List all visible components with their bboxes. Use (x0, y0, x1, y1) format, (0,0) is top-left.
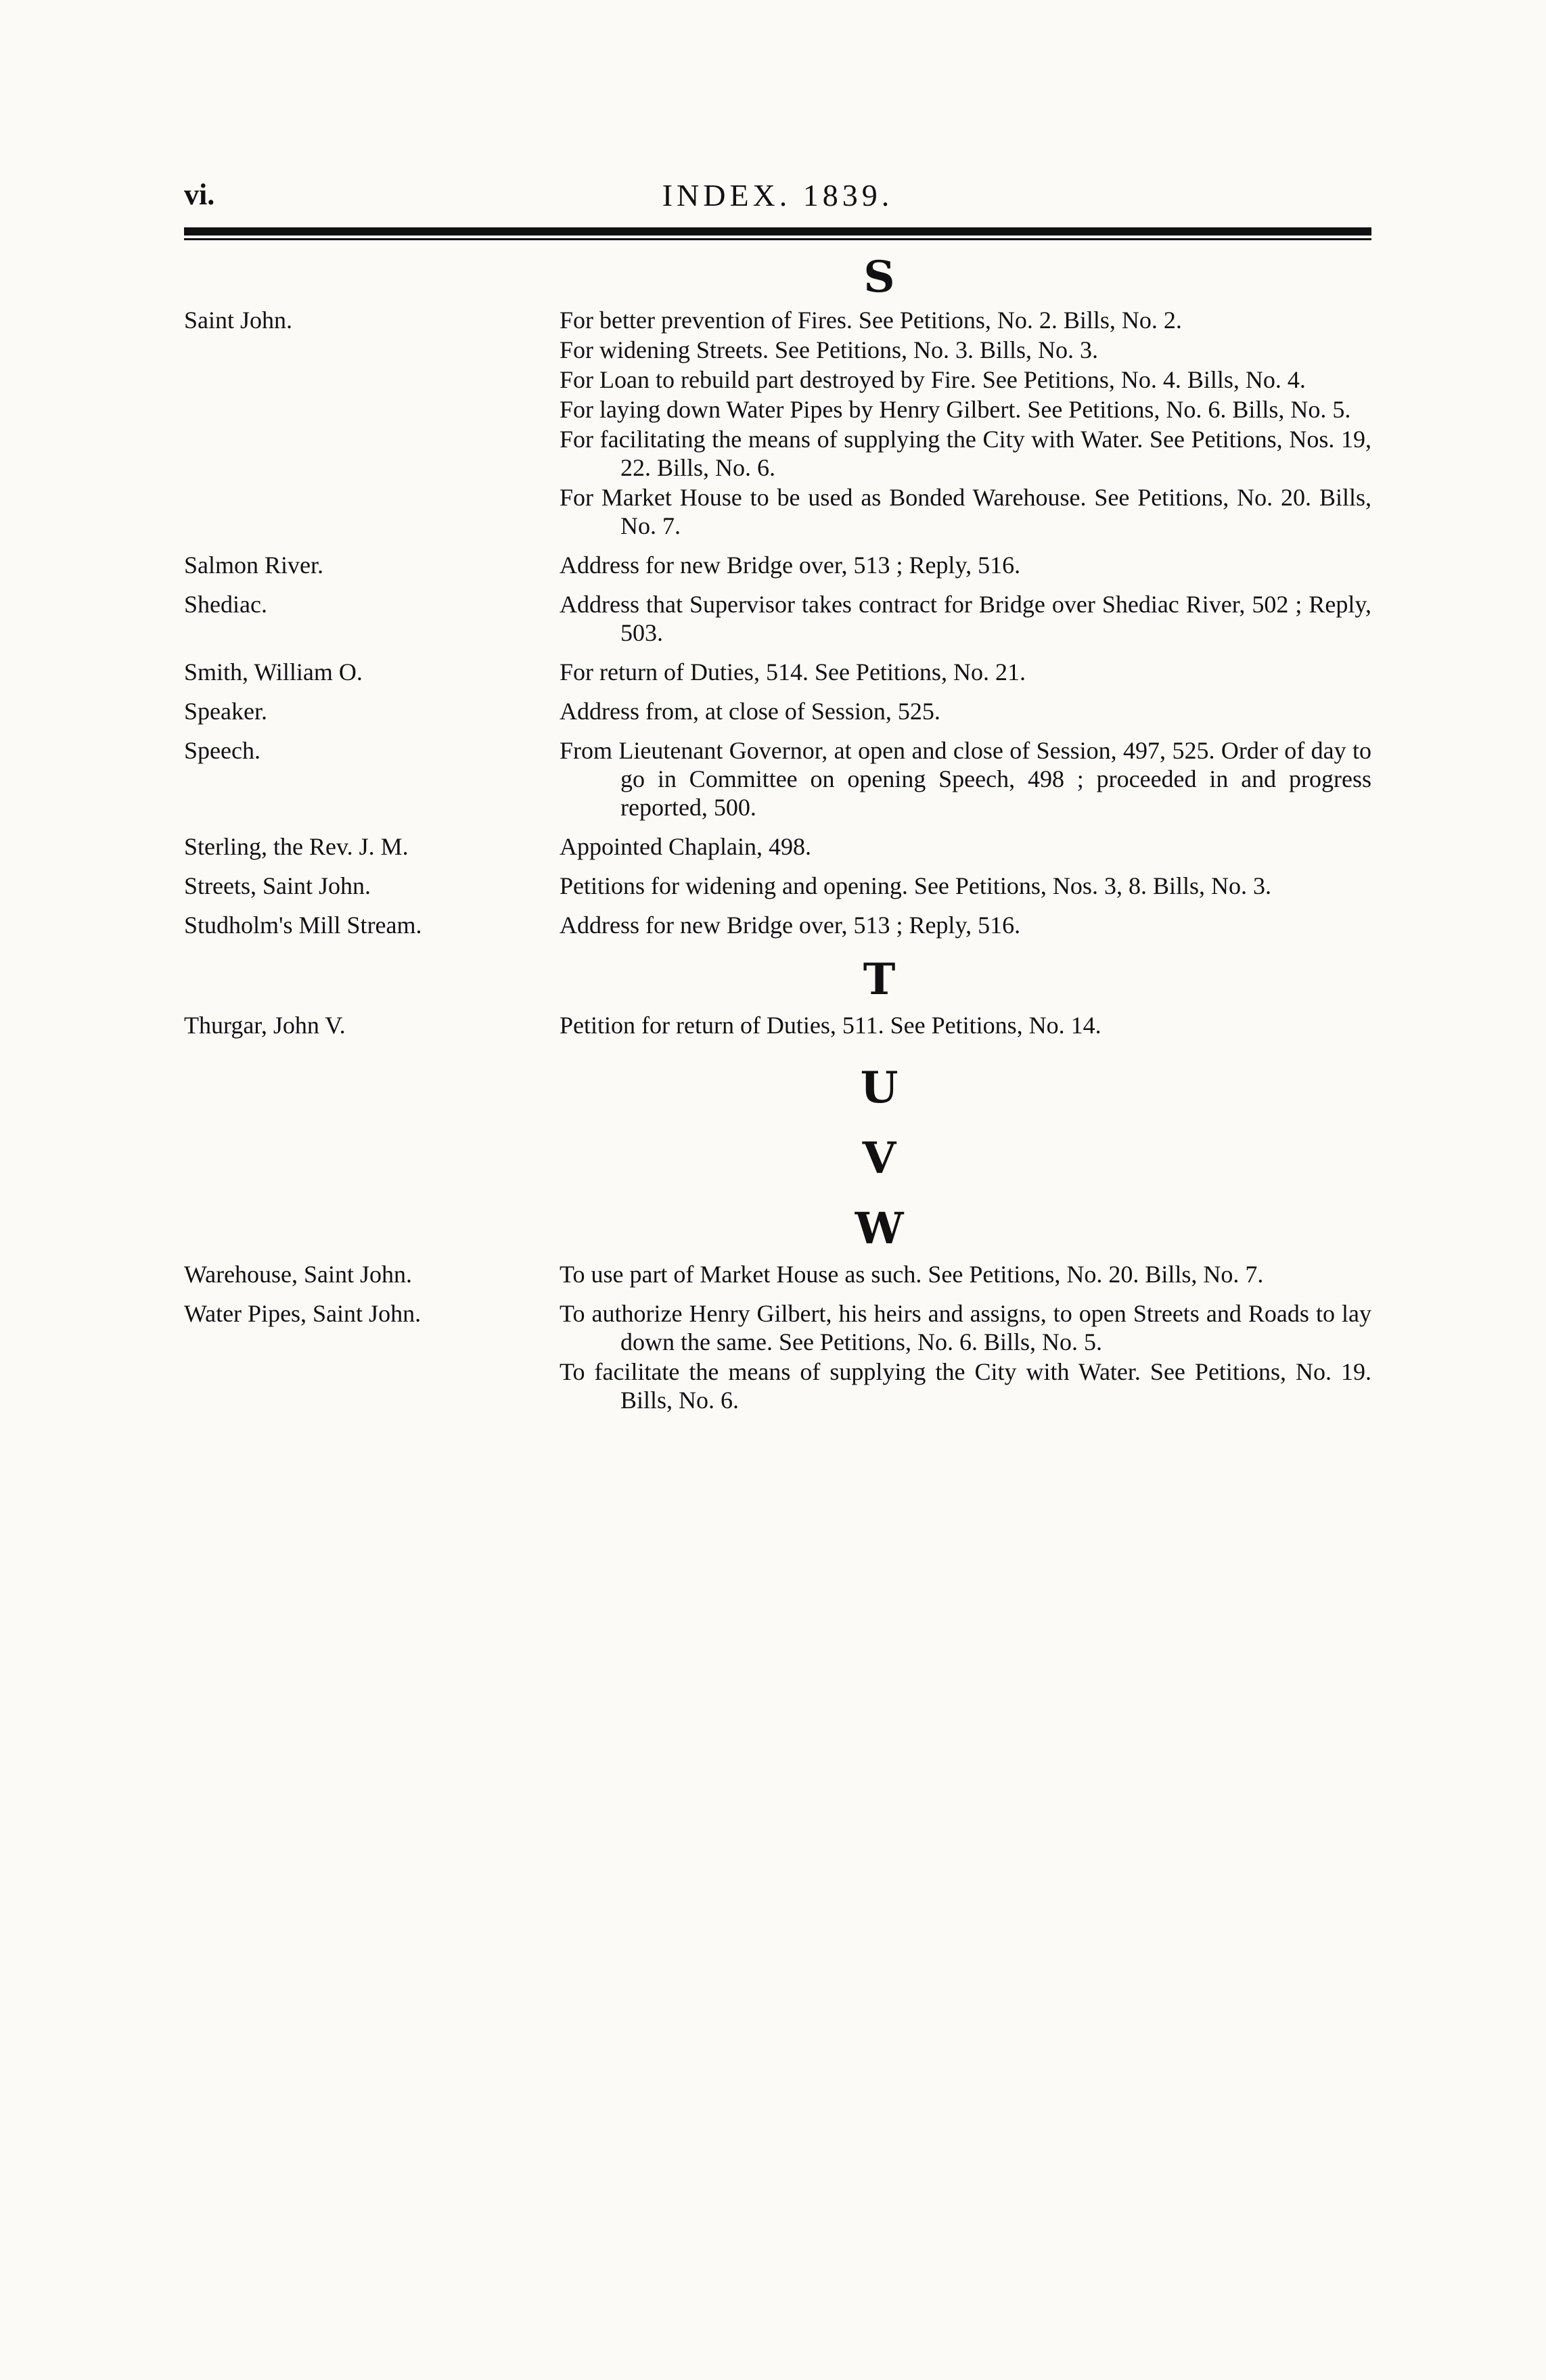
entry-references (560, 306, 1371, 540)
header-rule-thin (184, 238, 1371, 240)
index-entry (184, 590, 1371, 647)
entry-subject: Warehouse, Saint John. (184, 1261, 413, 1288)
index-entry (184, 1260, 1371, 1288)
section-letter: S (863, 252, 895, 302)
entry-references (560, 872, 1371, 900)
section-letter: U (860, 1062, 899, 1113)
entry-reference: Address for new Bridge over, 513 ; Reply, 516. (560, 912, 1021, 939)
entry-reference: For facilitating the means of supplying the City with Water. See Petitions, Nos. 19, 22. Bills, No. 6. (560, 426, 1371, 481)
entry-subject: Smith, William O. (184, 658, 363, 686)
header-rule-thick (184, 227, 1371, 235)
entry-reference: Appointed Chaplain, 498. (560, 833, 811, 860)
page-number: vi. (184, 178, 215, 211)
entry-subject: Streets, Saint John. (184, 872, 371, 899)
index-entry (184, 658, 1371, 686)
entry-references (560, 1011, 1371, 1039)
index-body (184, 252, 1371, 1425)
entry-subject: Speaker. (184, 698, 267, 725)
entry-subject: Shediac. (184, 591, 267, 618)
entry-references (560, 551, 1371, 579)
page-header (184, 177, 1371, 218)
entry-reference: Address that Supervisor takes contract for Bridge over Shediac River, 502 ; Reply, 503. (560, 591, 1371, 646)
entry-subject: Studholm's Mill Stream. (184, 912, 422, 939)
entry-subject: Thurgar, John V. (184, 1012, 346, 1039)
entry-reference: Petition for return of Duties, 511. See Petitions, No. 14. (560, 1012, 1101, 1039)
section-letter: W (855, 1203, 904, 1254)
index-entry (184, 1011, 1371, 1039)
entry-references (560, 911, 1371, 939)
entry-subject: Saint John. (184, 307, 293, 334)
entry-subject: Speech. (184, 737, 260, 764)
index-entry (184, 1299, 1371, 1414)
entry-references (560, 1299, 1371, 1414)
entry-references (560, 697, 1371, 725)
entry-subject: Sterling, the Rev. J. M. (184, 833, 409, 860)
entry-subject: Water Pipes, Saint John. (184, 1300, 422, 1327)
entry-reference: For better prevention of Fires. See Petitions, No. 2. Bills, No. 2. (560, 307, 1182, 334)
index-entry (184, 872, 1371, 900)
entry-reference: To facilitate the means of supplying the City with Water. See Petitions, No. 19. Bills, No. 6. (560, 1358, 1371, 1414)
index-entry (184, 736, 1371, 822)
entry-reference: To authorize Henry Gilbert, his heirs and assigns, to open Streets and Roads to lay down the same. See Petitions, No. 6. Bills, No. 5. (560, 1300, 1371, 1355)
entry-reference: Petitions for widening and opening. See Petitions, Nos. 3, 8. Bills, No. 3. (560, 872, 1271, 899)
index-entry (184, 551, 1371, 579)
entry-reference: For Loan to rebuild part destroyed by Fire. See Petitions, No. 4. Bills, No. 4. (560, 366, 1306, 393)
section-letter: V (862, 1133, 896, 1184)
entry-reference: For return of Duties, 514. See Petitions, No. 21. (560, 658, 1026, 686)
index-entry (184, 306, 1371, 540)
entry-reference: To use part of Market House as such. See Petitions, No. 20. Bills, No. 7. (560, 1261, 1264, 1288)
entry-reference: For widening Streets. See Petitions, No. 3. Bills, No. 3. (560, 336, 1098, 363)
section-letter: T (863, 954, 896, 1005)
entry-references (560, 658, 1371, 686)
entry-subject: Salmon River. (184, 552, 323, 579)
entry-references (560, 832, 1371, 861)
entry-reference: For Market House to be used as Bonded Warehouse. See Petitions, No. 20. Bills, No. 7. (560, 484, 1371, 539)
entry-reference: Address from, at close of Session, 525. (560, 698, 940, 725)
entry-references (560, 590, 1371, 647)
entry-reference: For laying down Water Pipes by Henry Gilbert. See Petitions, No. 6. Bills, No. 5. (560, 396, 1351, 423)
index-entry (184, 832, 1371, 861)
entry-reference: Address for new Bridge over, 513 ; Reply, 516. (560, 552, 1021, 579)
entry-reference: From Lieutenant Governor, at open and close of Session, 497, 525. Order of day to go in Committee on opening Speech, 498 ; proceeded in and progress reported, 500. (560, 737, 1371, 821)
index-entry (184, 911, 1371, 939)
index-entry (184, 697, 1371, 725)
page-title: INDEX. 1839. (662, 178, 894, 212)
entry-references (560, 1260, 1371, 1288)
entry-references (560, 736, 1371, 822)
